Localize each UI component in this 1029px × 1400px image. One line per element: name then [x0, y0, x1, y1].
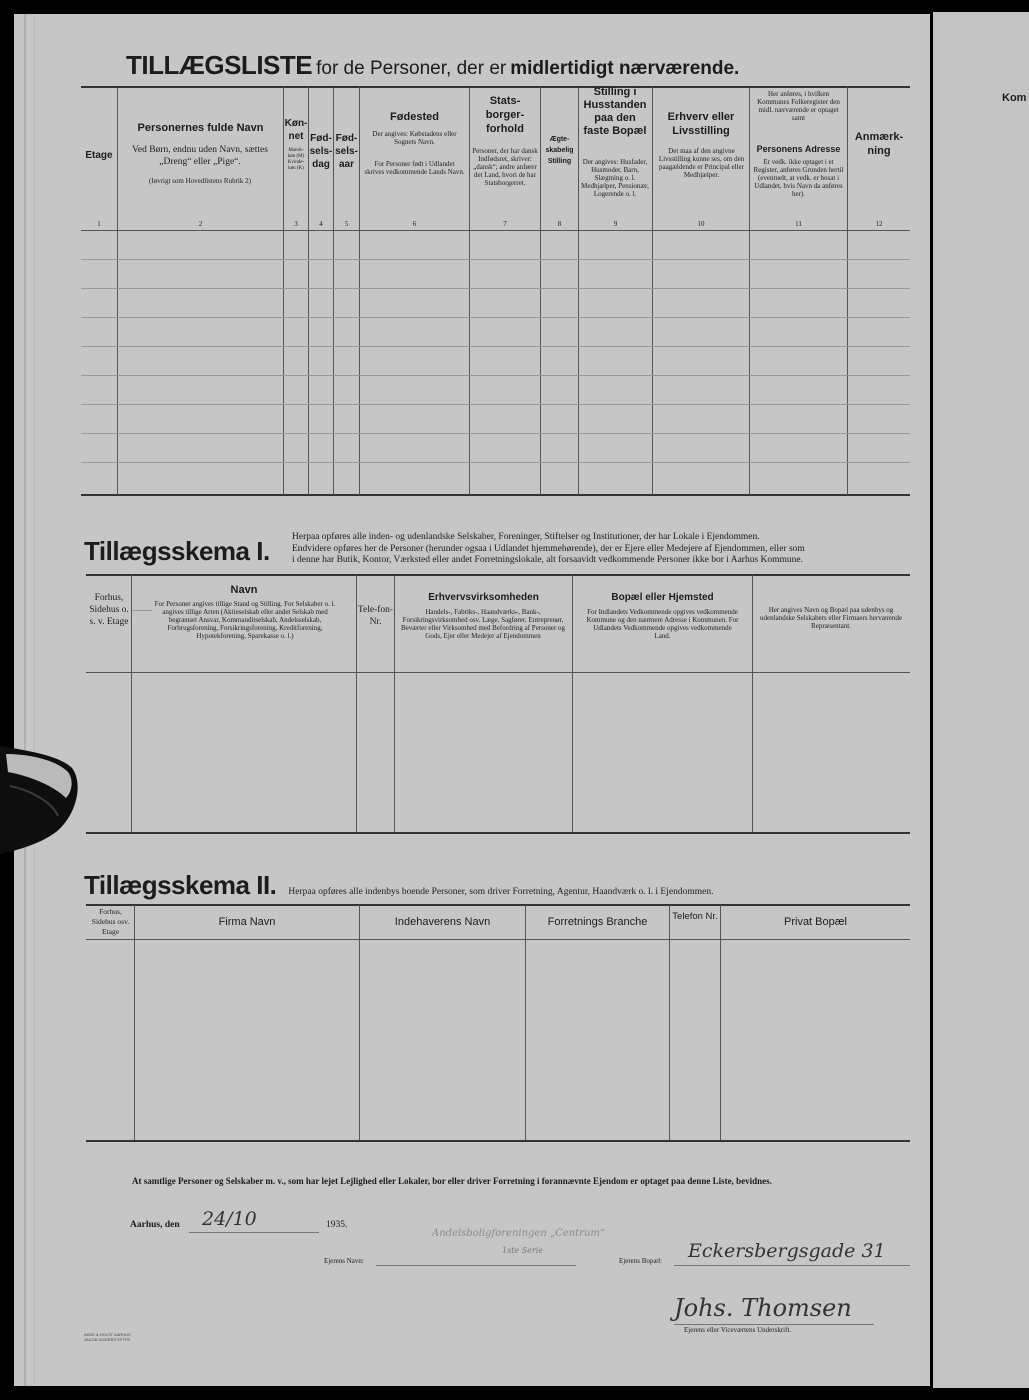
- col-husstand-sub: Der angives: Husfader, Husmoder, Barn, Slægtning o. l. Medhjælper, Pensionær, Logerende o. l.: [581, 158, 649, 198]
- footer-printer-line2: JACOB DICKERS EFTFR: [84, 1337, 131, 1342]
- skema2-col-indehaver: Indehaverens Navn: [394, 916, 491, 928]
- skema1-note-line2: Endvidere opføres her de Personer (herunder ogsaa i Udlandet hjemmehørende), der er Ejere eller Medejere af Ejendommen, eller som: [292, 543, 805, 554]
- col-10-number: 10: [697, 220, 705, 228]
- col-2-number: 2: [198, 220, 203, 228]
- col-1-number: 1: [97, 220, 101, 228]
- footer-printer-line1: AKDE & HOLST AARHUS: [84, 1332, 131, 1337]
- skema2-title: Tillægsskema II.: [84, 870, 277, 900]
- skema1-note-line3: i denne har Butik, Kontor, Værksted eller andet Forretningslokale, alt forsaavidt vedkommende Personer ikke bor i Aarhus Kommune.: [292, 555, 804, 565]
- col-7-number: 7: [503, 220, 507, 228]
- col-etage-head: Etage: [85, 150, 113, 161]
- col-anmaerkning-head: Anmærk-ning: [854, 131, 904, 157]
- skema1-note: [292, 532, 910, 567]
- thumb-image: [0, 746, 80, 856]
- skema1-col-erhverv-sub: Handels-, Fabriks-, Haandværks-, Bank-, Forsikringsvirksomhed osv. Læge, Sagfører, Entreprenør, Beværter eller Virksomhed med Befordring af Personer og Gods, Ejer eller Medejer af Ejendommen: [400, 608, 566, 640]
- footer-owner-stamp1: Andelsboligforeningen „Centrum“: [432, 1228, 605, 1239]
- col-adresse-sub2: Er vedk. ikke optaget i et Register, anføres Grunden hertil (eventuelt, at vedk. er bosat i Udlandet, hvis Navn da anføres her).: [753, 158, 844, 198]
- col-aegteskab-head: Ægte-skabelig Stilling: [545, 136, 574, 165]
- skema2-col-etage: Forhus, Sidehus osv. Etage: [91, 907, 130, 936]
- col-8-number: 8: [557, 220, 562, 228]
- col-kon-sub: Mands-køn (M) Kvinde-køn (K): [287, 148, 305, 171]
- right-page-text: Kom: [1002, 92, 1027, 104]
- col-4-number: 4: [319, 220, 323, 228]
- col-6-number: 6: [412, 220, 417, 228]
- col-navn-sub: Ved Børn, endnu uden Navn, sættes „Dreng“ eller „Pige“.: [132, 145, 268, 167]
- form-page: [14, 14, 930, 1386]
- skema2-note: Herpaa opføres alle indenbys boende Personer, som driver Forretning, Agentur, Haandværk o. l. i Ejendommen.: [288, 887, 714, 897]
- col-statsborger-sub: Personer, der har dansk Indfødsret, skriver: „dansk“; andre anfører det Land, hvori de har Statsborgerret.: [472, 147, 538, 187]
- skema1-col-erhverv-head: Erhvervsvirksomheden: [428, 592, 539, 603]
- skema2-heading: [84, 870, 713, 901]
- main-title-bold2: midlertidigt nærværende.: [510, 58, 740, 79]
- col-9-number: 9: [613, 220, 618, 228]
- skema2-col-firma: Firma Navn: [218, 916, 276, 928]
- footer-signature-label: Ejerens eller Viceværtens Underskrift.: [684, 1326, 792, 1334]
- col-3-number: 3: [294, 220, 298, 228]
- col-kon-head: Køn-net: [284, 118, 308, 142]
- col-fodested-sub2: For Personer født i Udlandet skrives vedkommende Lands Navn.: [364, 160, 465, 176]
- main-title: [126, 50, 739, 81]
- footer-owner-label: Ejerens Navn:: [324, 1257, 364, 1265]
- skema1-col-navn-head: Navn: [230, 584, 258, 596]
- col-fodested-head: Fødested: [390, 111, 439, 123]
- footer-signature: Johs. Thomsen: [674, 1294, 852, 1322]
- col-statsborger-head: Stats-borger-forhold: [485, 95, 525, 135]
- footer-declaration: At samtlige Personer og Selskaber m. v., som har lejet Lejlighed eller Lokaler, bor eller driver Forretning i forannævnte Ejendom er optaget paa denne Liste, bevidnes.: [132, 1176, 772, 1186]
- col-11-number: 11: [795, 220, 802, 228]
- footer-bopael-handwritten: Eckersbergsgade 31: [688, 1240, 886, 1262]
- col-erhverv-sub: Det maa af den angivne Livsstilling kunne ses, om den paagældende er Principal eller Medhjælper.: [658, 147, 745, 179]
- footer-owner-stamp2: 1ste Serie: [502, 1246, 544, 1255]
- skema2-col-bopael: Privat Bopæl: [784, 916, 847, 928]
- footer-bopael-label: Ejerens Bopæl:: [619, 1257, 662, 1265]
- footer-place: Aarhus, den: [130, 1220, 180, 1230]
- col-adresse-head: Personens Adresse: [756, 144, 841, 154]
- skema2-col-branche: Forretnings Branche: [547, 916, 648, 928]
- col-5-number: 5: [344, 220, 349, 228]
- col-fodselsdag-head: Fød-sels-dag: [309, 133, 333, 170]
- col-navn-sub2: (Iøvrigt som Hovedlistens Rubrik 2): [149, 177, 251, 185]
- skema1-col-telefon: Tele-fon-Nr.: [357, 605, 394, 627]
- skema1-col-etage: Forhus, Sidehus o. s. v. Etage: [89, 593, 129, 627]
- skema1-col-bopael-head: Bopæl eller Hjemsted: [611, 592, 714, 603]
- col-adresse-sub: Her anføres, i hvilken Kommunes Folkeregister den midl. nærværende er optaget samt: [757, 90, 840, 122]
- footer-year: 1935.: [326, 1220, 348, 1230]
- skema1-note-line1: Herpaa opføres alle inden- og udenlandske Selskaber, Foreninger, Stiftelser og Institutioner, der har Lokale i Ejendommen.: [292, 532, 760, 542]
- skema1-col-navn-sub: For Personer angives tillige Stand og Stilling. For Selskaber o. l. angives tillige Arten (Aktieselskab eller andet Selskab med begrænset Ansvar, Kommanditselskab, Andelsselskab, Forbrugsforening, Forsikringsforening, Kreditforening, Hypotekforening, Sparekasse o. l.): [154, 600, 336, 640]
- skema1-col-repr: Her angives Navn og Bopæl paa udenbys og udenlandske Selskabers eller Firmaers herværende Repræsentant.: [760, 606, 902, 630]
- right-page: [933, 12, 1029, 1388]
- skema1-title: Tillægsskema I.: [84, 536, 270, 566]
- skema2-col-telefon: Telefon Nr.: [672, 911, 718, 922]
- col-erhverv-head: Erhverv eller Livsstilling: [667, 111, 735, 137]
- main-title-rest: for de Personer, der er: [316, 58, 507, 79]
- skema1-col-bopael-sub: For Indlandets Vedkommende opgives vedkommende Kommune og den nærmere Adresse i Kommunen. For Udlandets Vedkommende opgives vedkommende Land.: [586, 608, 739, 640]
- main-title-bold: TILLÆGSLISTE: [126, 50, 313, 80]
- col-12-number: 12: [875, 220, 883, 228]
- col-fodested-sub: Der angives: Købstadens eller Sognets Navn.: [372, 130, 457, 146]
- col-navn-head: Personernes fulde Navn: [137, 122, 264, 134]
- col-husstand-head: Stilling i Husstanden paa den faste Bopæl: [583, 86, 647, 137]
- col-fodselsaar-head: Fød-sels-aar: [335, 133, 358, 170]
- footer-date-handwritten: 24/10: [202, 1208, 257, 1230]
- footer-printer: [84, 1332, 131, 1342]
